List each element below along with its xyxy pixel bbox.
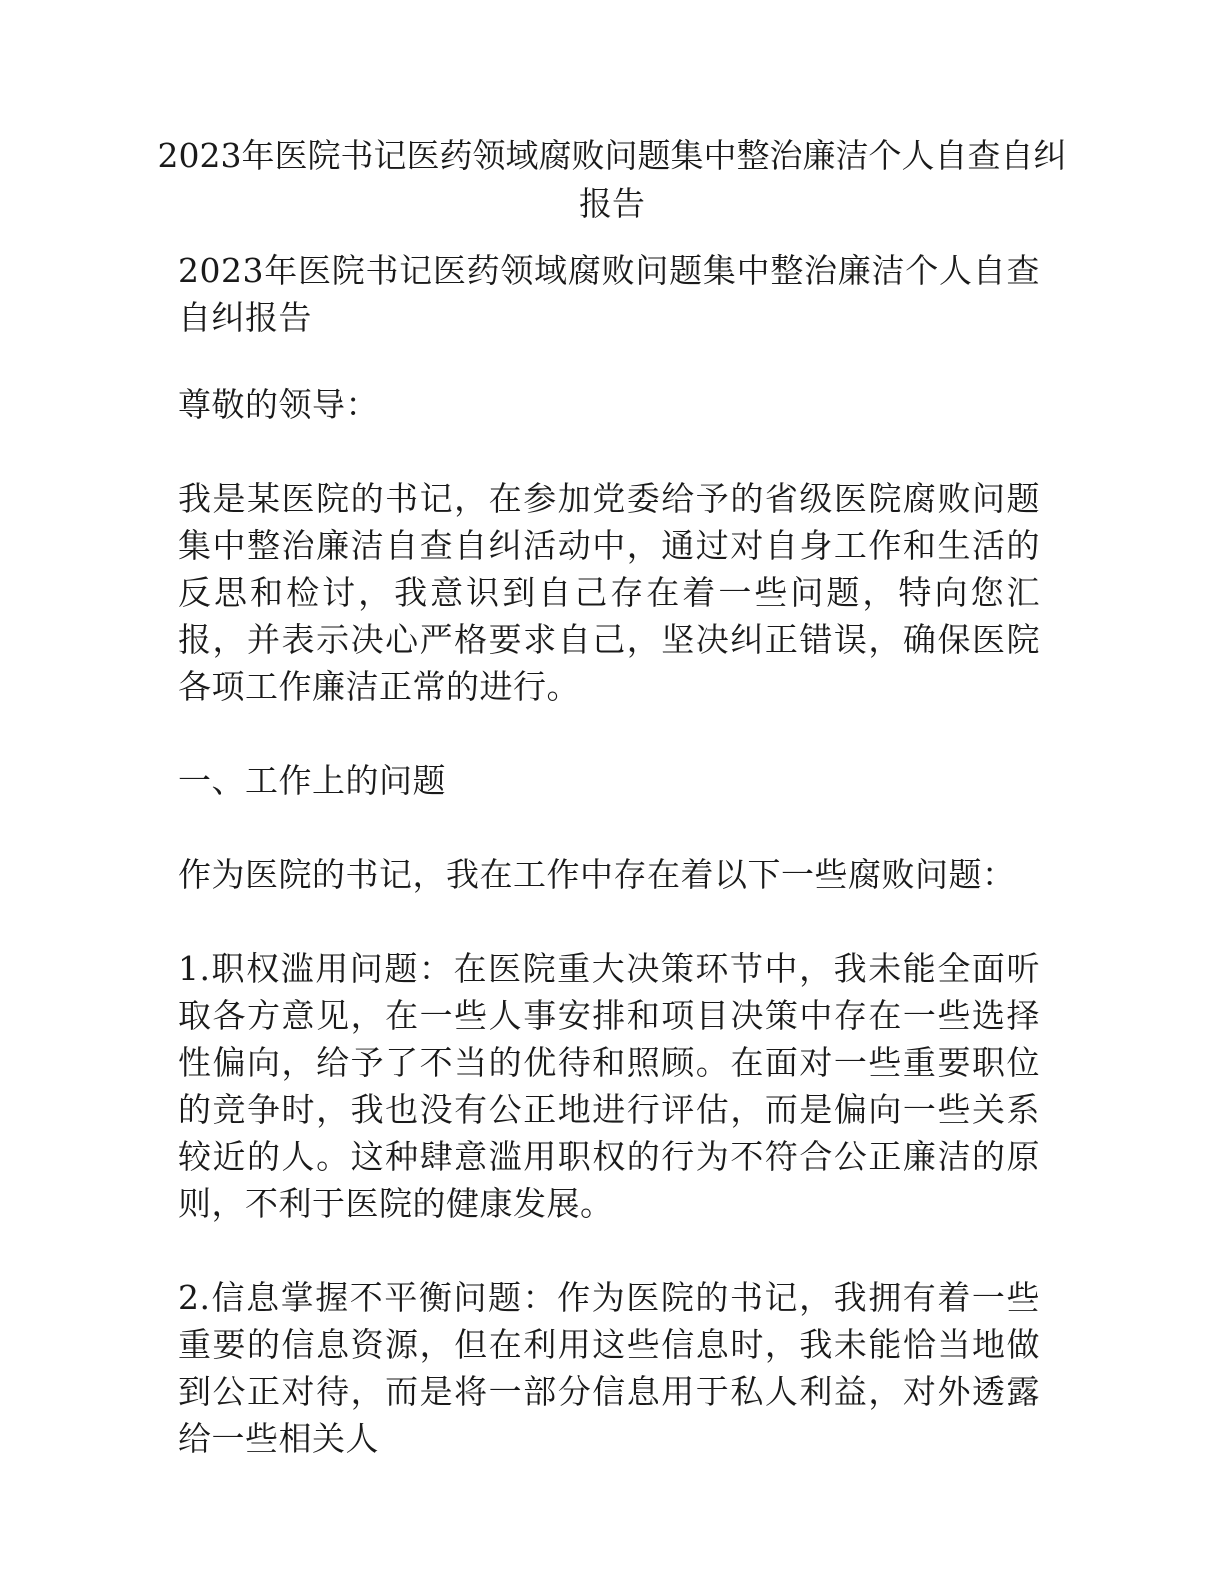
intro-paragraph: 我是某医院的书记，在参加党委给予的省级医院腐败问题集中整治廉洁自查自纠活动中，通过对自身工作和生活的反思和检讨，我意识到自己存在着一些问题，特向您汇报，并表示决心严格要求自己，坚决纠正错误，确保医院各项工作廉洁正常的进行。: [178, 479, 1040, 706]
document-title: 2023年医院书记医药领域腐败问题集中整治廉洁个人自查自纠报告: [157, 136, 1067, 223]
document-subtitle: 2023年医院书记医药领域腐败问题集中整治廉洁个人自查自纠报告: [178, 251, 1040, 337]
list-item-2: 2.信息掌握不平衡问题：作为医院的书记，我拥有着一些重要的信息资源，但在利用这些信息时，我未能恰当地做到公正对待，而是将一部分信息用于私人利益，对外透露给一些相关人: [178, 1278, 1040, 1458]
salutation: 尊敬的领导：: [178, 385, 379, 424]
section-lead-paragraph: 作为医院的书记，我在工作中存在着以下一些腐败问题：: [178, 855, 1016, 894]
list-item-1: 1.职权滥用问题：在医院重大决策环节中，我未能全面听取各方意见，在一些人事安排和项目决策中存在一些选择性偏向，给予了不当的优待和照顾。在面对一些重要职位的竞争时，我也没有公正地进行评估，而是偏向一些关系较近的人。这种肆意滥用职权的行为不符合公正廉洁的原则，不利于医院的健康发展。: [178, 949, 1040, 1223]
document-body: [178, 247, 1040, 1509]
section-heading: 一、工作上的问题: [178, 761, 446, 800]
